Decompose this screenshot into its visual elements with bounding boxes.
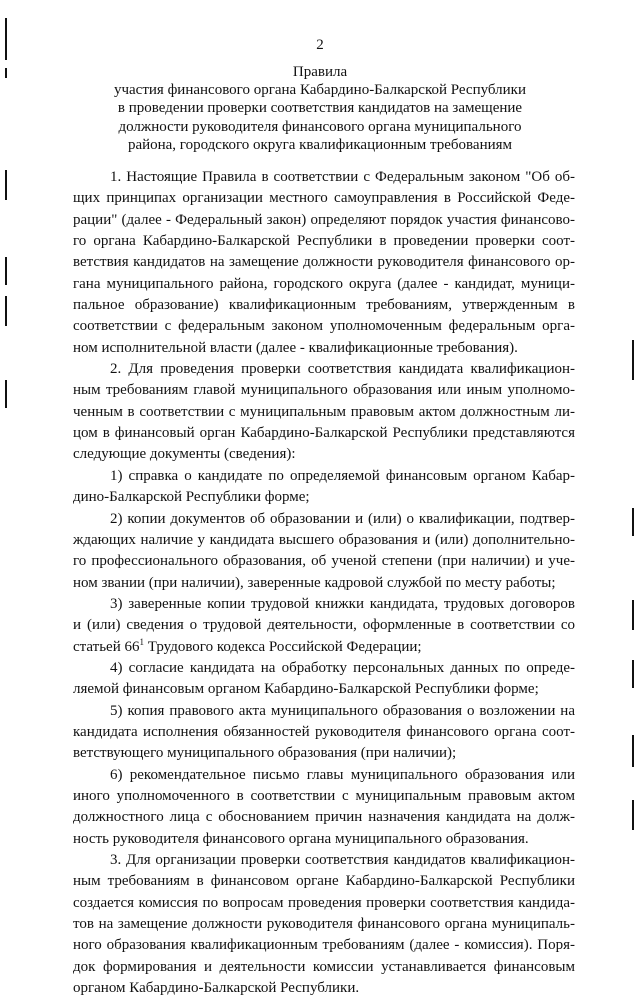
text-line: [73, 380, 575, 401]
text-line: [73, 914, 575, 935]
text-line: [73, 893, 575, 914]
text-line: [73, 402, 575, 423]
text-line-content: ветствия кандидатов на замещение должности руководителя финансового ор-: [73, 254, 575, 271]
heading-line: района, городского округа квалификационным требованиям: [127, 136, 513, 153]
text-line: [73, 743, 575, 764]
text-line-content: соответствии с федеральным законом уполномоченным федеральным орга-: [73, 318, 575, 335]
text-line: [73, 231, 575, 252]
text-line-content: создается комиссия по вопросам проведения проверки соответствия кандида-: [73, 894, 575, 911]
text-line-content: тов на замещение должности руководителя финансового органа муниципаль-: [73, 916, 575, 933]
text-line: [73, 871, 575, 892]
text-line: [73, 295, 575, 316]
text-line: [73, 957, 575, 978]
text-line-content: 2. Для проведения проверки соответствия кандидата квалификацион-: [110, 361, 575, 378]
text-line: [73, 765, 575, 786]
text-line-content: и (или) сведения о трудовой деятельности, оформленные в соответствии со: [73, 617, 575, 634]
text-line: [73, 487, 575, 508]
text-line-content: цом в финансовый орган Кабардино-Балкарской Республики представляются: [73, 425, 575, 442]
document-body: [73, 167, 575, 999]
text-line: [73, 637, 575, 658]
text-line-content: го органа Кабардино-Балкарской Республики в проведении проверки соот-: [73, 233, 575, 250]
right-margin-mark: [632, 508, 634, 536]
text-line-content: ждающих наличие у кандидата высшего образования и (или) дополнительно-: [73, 531, 575, 548]
text-line-content: статьей 66: [73, 638, 140, 655]
text-line-content: пальное образование) квалификационным требованиям, утвержденным в: [73, 297, 575, 314]
text-line-content: кандидата исполнения обязанностей руководителя финансового органа соот-: [73, 723, 575, 740]
text-line-content: ным требованиям в финансовом органе Кабардино-Балкарской Республики: [73, 873, 575, 890]
right-margin-mark: [632, 600, 634, 630]
heading-line: в проведении проверки соответствия кандидатов на замещение: [117, 100, 523, 117]
text-line: [73, 316, 575, 337]
left-margin-mark: [5, 68, 7, 78]
text-line-content: 1) справка о кандидате по определяемой финансовым органом Кабар-: [110, 467, 575, 484]
text-line-content: ченным в соответствии с муниципальным правовым актом должностным ли-: [73, 403, 575, 420]
text-line: [73, 466, 575, 487]
text-line-content: 3) заверенные копии трудовой книжки кандидата, трудовых договоров: [110, 595, 575, 612]
text-line: [73, 444, 575, 465]
text-line: [73, 274, 575, 295]
heading-title: Правила: [292, 64, 348, 80]
text-line-content: следующие документы (сведения):: [73, 446, 296, 463]
text-line: [73, 615, 575, 636]
page-number: 2: [316, 37, 324, 53]
text-line-content: ляемой финансовым органом Кабардино-Балкарской Республики форме;: [73, 681, 539, 698]
right-margin-mark: [632, 735, 634, 767]
document-heading: [60, 63, 580, 154]
text-line-content: 1. Настоящие Правила в соответствии с Федеральным законом "Об об-: [110, 169, 575, 185]
text-line: [73, 573, 575, 594]
text-line: [73, 978, 575, 999]
text-line-content: органом Кабардино-Балкарской Республики.: [73, 980, 360, 997]
right-margin-mark: [632, 800, 634, 830]
text-line-content: ным требованиям главой муниципального образования или иным уполномо-: [73, 382, 575, 399]
text-line-content: ветствующего муниципального образования (при наличии);: [73, 745, 457, 762]
text-line: [73, 786, 575, 807]
heading-line: должности руководителя финансового органа муниципального: [118, 118, 522, 135]
text-line-content: 4) согласие кандидата на обработку персональных данных по опреде-: [110, 659, 575, 676]
text-line-content: должностного лица с обоснованием причин назначения кандидата на долж-: [73, 809, 575, 826]
text-line-content: ного образования квалификационным требованиям (далее - комиссия). Поря-: [73, 937, 575, 954]
text-line: [73, 807, 575, 828]
text-line: [73, 935, 575, 956]
left-margin-mark: [5, 380, 7, 408]
text-line: [73, 338, 575, 359]
text-line-content: гана муниципального района, городского округа (далее - кандидат, муници-: [73, 275, 575, 292]
text-line-content: ном звании (при наличии), заверенные кадровой службой по месту работы;: [73, 574, 556, 591]
left-margin-mark: [5, 170, 7, 200]
text-line: [73, 530, 575, 551]
text-line: [73, 167, 575, 188]
text-line: [73, 509, 575, 530]
text-line: [73, 210, 575, 231]
text-line: [73, 359, 575, 380]
text-line: [73, 701, 575, 722]
superscript: 1: [139, 636, 144, 647]
text-line-content: щих принципах организации местного самоуправления в Российской Феде-: [73, 190, 575, 207]
heading-line: участия финансового органа Кабардино-Балкарской Республики: [113, 82, 527, 99]
text-line-content: го профессионального образования, об ученой степени (при наличии) и уче-: [73, 553, 575, 570]
text-line: [73, 722, 575, 743]
right-margin-mark: [632, 340, 634, 380]
text-line-content: 6) рекомендательное письмо главы муниципального образования или: [110, 766, 575, 783]
text-line-content: 2) копии документов об образовании и (или) о квалификации, подтвер-: [110, 510, 575, 527]
text-line-content: док формирования и деятельности комиссии устанавливается финансовым: [73, 958, 575, 975]
text-line: [73, 551, 575, 572]
text-line-content: 5) копия правового акта муниципального образования о возложении на: [110, 702, 575, 719]
text-line: [73, 594, 575, 615]
text-line: [73, 658, 575, 679]
text-line-content: 3. Для организации проверки соответствия кандидатов квалификацион-: [110, 852, 575, 868]
left-margin-mark: [5, 296, 7, 326]
text-line-content: иного уполномоченного в соответствии с муниципальным правовым актом: [73, 787, 575, 804]
text-line: [73, 829, 575, 850]
text-line: [73, 850, 575, 871]
text-line: [73, 679, 575, 700]
text-line: [73, 188, 575, 209]
text-line: [73, 423, 575, 444]
text-line-content: дино-Балкарской Республики форме;: [73, 489, 310, 506]
text-line-tail: Трудового кодекса Российской Федерации;: [144, 638, 422, 655]
left-margin-mark: [5, 257, 7, 285]
text-line-content: ном исполнительной власти (далее - квалификационные требования).: [73, 339, 518, 356]
right-margin-mark: [632, 660, 634, 688]
text-line: [73, 252, 575, 273]
text-line-content: рации" (далее - Федеральный закон) определяют порядок участия финансово-: [73, 211, 575, 228]
text-line-content: ность руководителя финансового органа муниципального образования.: [73, 830, 529, 847]
